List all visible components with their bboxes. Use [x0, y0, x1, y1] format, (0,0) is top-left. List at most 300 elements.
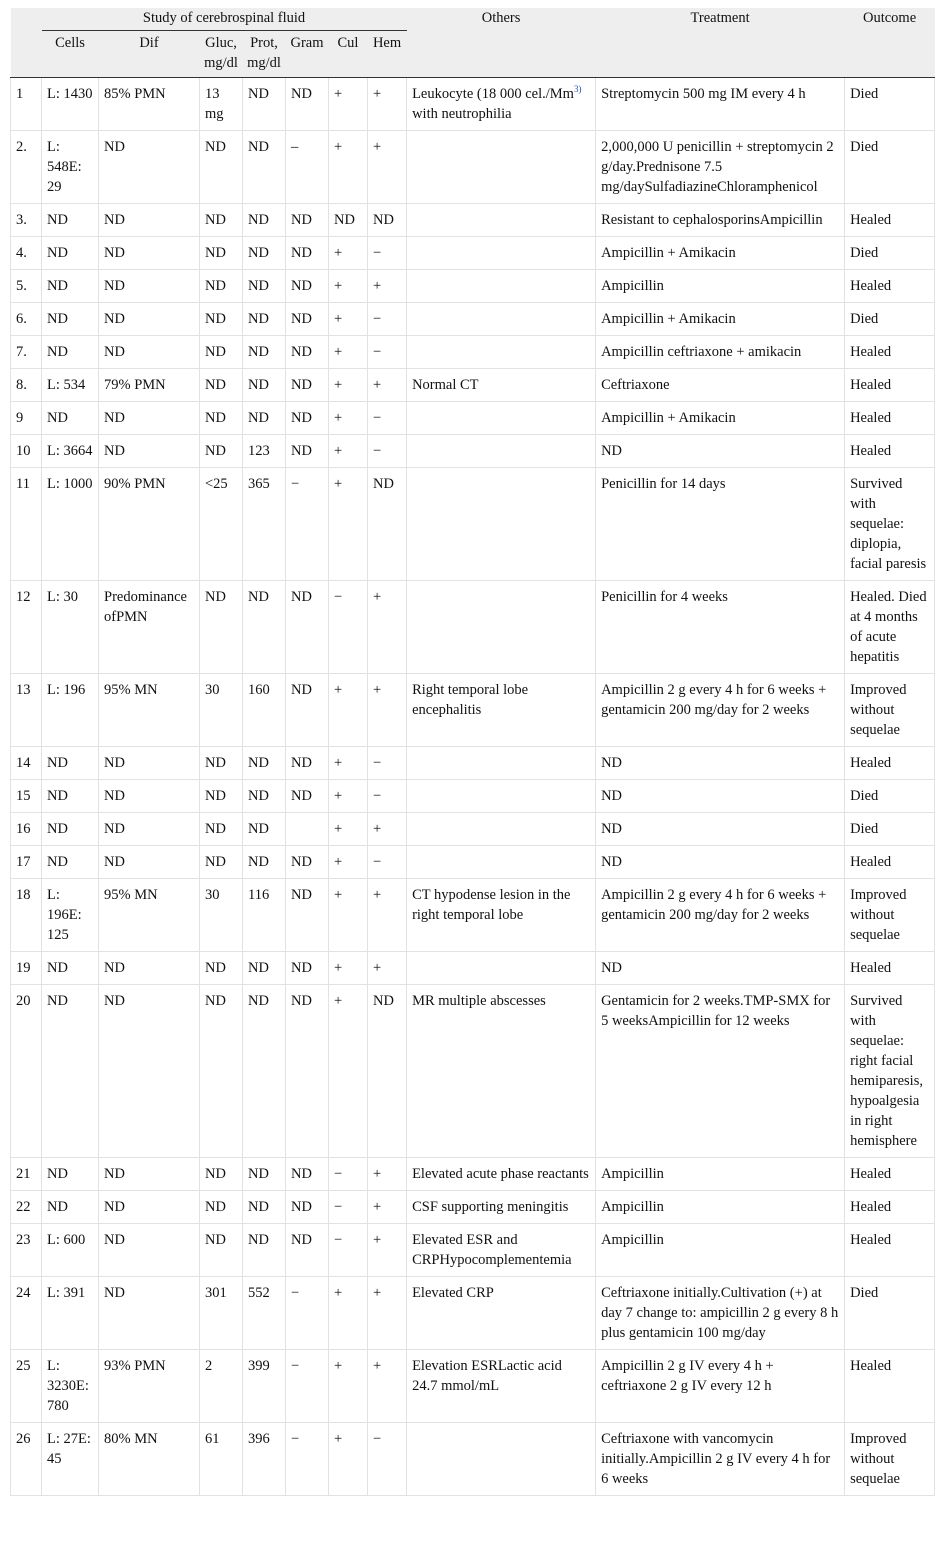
- cell-prot: ND: [243, 846, 286, 879]
- cell-treatment: Ampicillin: [596, 1224, 845, 1277]
- cell-number: 22: [11, 1191, 42, 1224]
- cell-hem: −: [368, 1423, 407, 1496]
- cell-number: 13: [11, 674, 42, 747]
- cell-gram: ND: [286, 581, 329, 674]
- cell-hem: −: [368, 435, 407, 468]
- header-cells: Cells: [42, 31, 99, 78]
- cell-gluc: ND: [200, 581, 243, 674]
- cell-gram: ND: [286, 78, 329, 131]
- cell-others: Elevated acute phase reactants: [407, 1158, 596, 1191]
- cell-number: 12: [11, 581, 42, 674]
- cell-number: 24: [11, 1277, 42, 1350]
- table-row: [11, 78, 935, 131]
- table-row: [11, 237, 935, 270]
- cell-cells: L: 27E: 45: [42, 1423, 99, 1496]
- table-row: [11, 1224, 935, 1277]
- cell-gluc: ND: [200, 1224, 243, 1277]
- cell-cells: ND: [42, 1191, 99, 1224]
- cell-gluc: ND: [200, 435, 243, 468]
- cell-dif: 79% PMN: [99, 369, 200, 402]
- cell-cul: ND: [329, 204, 368, 237]
- cell-number: 23: [11, 1224, 42, 1277]
- cell-cells: L: 1000: [42, 468, 99, 581]
- footnote-ref[interactable]: 3): [573, 84, 582, 95]
- table-row: [11, 1350, 935, 1423]
- cell-hem: −: [368, 747, 407, 780]
- cell-prot: ND: [243, 1158, 286, 1191]
- table-row: [11, 402, 935, 435]
- cell-outcome: Improved without sequelae: [845, 1423, 935, 1496]
- cell-cul: +: [329, 1350, 368, 1423]
- cell-gluc: 13 mg: [200, 78, 243, 131]
- cell-dif: Predominance ofPMN: [99, 581, 200, 674]
- cell-hem: −: [368, 402, 407, 435]
- cell-prot: ND: [243, 1191, 286, 1224]
- cell-outcome: Healed: [845, 402, 935, 435]
- cell-hem: +: [368, 369, 407, 402]
- cell-prot: 160: [243, 674, 286, 747]
- cell-hem: ND: [368, 468, 407, 581]
- cell-cul: +: [329, 336, 368, 369]
- cell-cul: −: [329, 1224, 368, 1277]
- cell-number: 4.: [11, 237, 42, 270]
- cell-cul: +: [329, 78, 368, 131]
- cell-others: [407, 780, 596, 813]
- cell-outcome: Healed: [845, 369, 935, 402]
- table-row: [11, 780, 935, 813]
- cell-outcome: Survived with sequelae: right facial hemiparesis, hypoalgesia in right hemisphere: [845, 985, 935, 1158]
- cell-gram: ND: [286, 435, 329, 468]
- table-row: [11, 1191, 935, 1224]
- cell-prot: ND: [243, 952, 286, 985]
- cell-treatment: Ampicillin: [596, 1191, 845, 1224]
- cell-hem: +: [368, 270, 407, 303]
- cell-number: 10: [11, 435, 42, 468]
- cell-others: [407, 270, 596, 303]
- cell-prot: ND: [243, 813, 286, 846]
- table-row: [11, 846, 935, 879]
- cell-outcome: Healed: [845, 1158, 935, 1191]
- cell-number: 15: [11, 780, 42, 813]
- cell-dif: ND: [99, 952, 200, 985]
- cell-cells: ND: [42, 952, 99, 985]
- header-cul: Cul: [329, 31, 368, 78]
- table-row: [11, 303, 935, 336]
- cell-hem: −: [368, 780, 407, 813]
- cell-cul: −: [329, 581, 368, 674]
- cell-others: CSF supporting meningitis: [407, 1191, 596, 1224]
- cell-others: [407, 468, 596, 581]
- cell-cul: +: [329, 813, 368, 846]
- cell-number: 17: [11, 846, 42, 879]
- cell-gram: [286, 813, 329, 846]
- cell-dif: ND: [99, 303, 200, 336]
- cell-gluc: ND: [200, 1191, 243, 1224]
- cell-number: 6.: [11, 303, 42, 336]
- cell-treatment: Ceftriaxone: [596, 369, 845, 402]
- cell-gluc: 301: [200, 1277, 243, 1350]
- cell-treatment: Penicillin for 4 weeks: [596, 581, 845, 674]
- cell-treatment: Penicillin for 14 days: [596, 468, 845, 581]
- cell-treatment: ND: [596, 780, 845, 813]
- cell-cells: ND: [42, 270, 99, 303]
- cell-gluc: <25: [200, 468, 243, 581]
- cell-gluc: ND: [200, 204, 243, 237]
- cell-cul: +: [329, 1277, 368, 1350]
- cell-gram: −: [286, 1423, 329, 1496]
- cell-number: 1: [11, 78, 42, 131]
- cell-gluc: ND: [200, 402, 243, 435]
- cell-gluc: ND: [200, 952, 243, 985]
- cell-hem: −: [368, 336, 407, 369]
- cell-dif: ND: [99, 985, 200, 1158]
- cell-others: [407, 435, 596, 468]
- header-gram: Gram: [286, 31, 329, 78]
- cell-outcome: Healed: [845, 270, 935, 303]
- cell-gluc: ND: [200, 131, 243, 204]
- cell-cells: ND: [42, 813, 99, 846]
- cell-gram: −: [286, 1350, 329, 1423]
- cell-outcome: Died: [845, 131, 935, 204]
- cell-cul: +: [329, 468, 368, 581]
- header-outcome: Outcome: [845, 8, 935, 78]
- cell-number: 25: [11, 1350, 42, 1423]
- cell-treatment: Ampicillin 2 g IV every 4 h + ceftriaxone 2 g IV every 12 h: [596, 1350, 845, 1423]
- cell-prot: ND: [243, 780, 286, 813]
- cell-outcome: Healed: [845, 846, 935, 879]
- csf-table: [10, 8, 935, 1496]
- cell-cul: +: [329, 131, 368, 204]
- cell-hem: +: [368, 1277, 407, 1350]
- cell-gram: ND: [286, 369, 329, 402]
- cell-number: 5.: [11, 270, 42, 303]
- cell-cul: −: [329, 1158, 368, 1191]
- others-text: Leukocyte (18 000 cel./Mm: [412, 86, 574, 102]
- cell-number: 3.: [11, 204, 42, 237]
- cell-hem: −: [368, 237, 407, 270]
- cell-cells: ND: [42, 402, 99, 435]
- cell-dif: 80% MN: [99, 1423, 200, 1496]
- cell-prot: ND: [243, 78, 286, 131]
- cell-cells: L: 548E: 29: [42, 131, 99, 204]
- cell-prot: 123: [243, 435, 286, 468]
- cell-others: [407, 1423, 596, 1496]
- cell-treatment: 2,000,000 U penicillin + streptomycin 2 g/day.Prednisone 7.5 mg/daySulfadiazineChloramphenicol: [596, 131, 845, 204]
- cell-hem: +: [368, 813, 407, 846]
- cell-dif: ND: [99, 435, 200, 468]
- cell-cul: +: [329, 846, 368, 879]
- table-row: [11, 336, 935, 369]
- cell-dif: 93% PMN: [99, 1350, 200, 1423]
- cell-gluc: 30: [200, 879, 243, 952]
- cell-gram: ND: [286, 237, 329, 270]
- cell-gram: ND: [286, 204, 329, 237]
- header-prot: Prot, mg/dl: [243, 31, 286, 78]
- cell-others: Elevated CRP: [407, 1277, 596, 1350]
- cell-number: 20: [11, 985, 42, 1158]
- cell-outcome: Healed: [845, 1191, 935, 1224]
- cell-gluc: ND: [200, 270, 243, 303]
- cell-dif: ND: [99, 747, 200, 780]
- cell-others: [407, 402, 596, 435]
- header-csf-group: Study of cerebrospinal fluid: [42, 8, 407, 31]
- cell-treatment: Ampicillin 2 g every 4 h for 6 weeks + gentamicin 200 mg/day for 2 weeks: [596, 879, 845, 952]
- cell-prot: ND: [243, 369, 286, 402]
- cell-cul: +: [329, 435, 368, 468]
- cell-dif: ND: [99, 237, 200, 270]
- cell-cells: ND: [42, 985, 99, 1158]
- cell-gram: ND: [286, 1158, 329, 1191]
- cell-others: [407, 336, 596, 369]
- cell-cells: L: 534: [42, 369, 99, 402]
- cell-number: 14: [11, 747, 42, 780]
- cell-prot: ND: [243, 985, 286, 1158]
- cell-gluc: 61: [200, 1423, 243, 1496]
- cell-treatment: Ampicillin + Amikacin: [596, 237, 845, 270]
- cell-cul: +: [329, 780, 368, 813]
- cell-cells: L: 1430: [42, 78, 99, 131]
- cell-outcome: Died: [845, 1277, 935, 1350]
- cell-cells: ND: [42, 1158, 99, 1191]
- cell-prot: ND: [243, 402, 286, 435]
- table-row: [11, 1277, 935, 1350]
- cell-prot: 552: [243, 1277, 286, 1350]
- cell-gram: ND: [286, 674, 329, 747]
- cell-cul: +: [329, 879, 368, 952]
- cell-dif: 85% PMN: [99, 78, 200, 131]
- cell-hem: ND: [368, 985, 407, 1158]
- cell-dif: ND: [99, 1191, 200, 1224]
- cell-cells: ND: [42, 846, 99, 879]
- cell-number: 8.: [11, 369, 42, 402]
- cell-hem: −: [368, 846, 407, 879]
- cell-cul: −: [329, 1191, 368, 1224]
- cell-treatment: ND: [596, 747, 845, 780]
- cell-hem: +: [368, 131, 407, 204]
- cell-treatment: ND: [596, 813, 845, 846]
- cell-others: Elevation ESRLactic acid 24.7 mmol/mL: [407, 1350, 596, 1423]
- header-others: Others: [407, 8, 596, 78]
- header-gluc: Gluc, mg/dl: [200, 31, 243, 78]
- cell-treatment: Resistant to cephalosporinsAmpicillin: [596, 204, 845, 237]
- cell-prot: 396: [243, 1423, 286, 1496]
- cell-others: [407, 237, 596, 270]
- cell-prot: 116: [243, 879, 286, 952]
- cell-hem: +: [368, 952, 407, 985]
- cell-gluc: ND: [200, 846, 243, 879]
- cell-others: [407, 204, 596, 237]
- cell-prot: 399: [243, 1350, 286, 1423]
- cell-dif: ND: [99, 813, 200, 846]
- cell-hem: +: [368, 581, 407, 674]
- cell-number: 21: [11, 1158, 42, 1191]
- table-row: [11, 270, 935, 303]
- cell-prot: 365: [243, 468, 286, 581]
- cell-number: 18: [11, 879, 42, 952]
- cell-outcome: Died: [845, 237, 935, 270]
- cell-gram: –: [286, 131, 329, 204]
- cell-gluc: ND: [200, 985, 243, 1158]
- cell-dif: ND: [99, 846, 200, 879]
- table-row: [11, 468, 935, 581]
- cell-treatment: ND: [596, 846, 845, 879]
- table-row: [11, 435, 935, 468]
- cell-outcome: Healed: [845, 435, 935, 468]
- cell-cul: +: [329, 237, 368, 270]
- header-treatment: Treatment: [596, 8, 845, 78]
- cell-gram: ND: [286, 846, 329, 879]
- cell-treatment: Ampicillin + Amikacin: [596, 402, 845, 435]
- cell-cells: L: 30: [42, 581, 99, 674]
- table-row: [11, 674, 935, 747]
- cell-gram: ND: [286, 402, 329, 435]
- cell-hem: +: [368, 674, 407, 747]
- cell-others: [407, 952, 596, 985]
- table-row: [11, 747, 935, 780]
- cell-number: 2.: [11, 131, 42, 204]
- cell-dif: ND: [99, 204, 200, 237]
- cell-cul: +: [329, 674, 368, 747]
- cell-dif: ND: [99, 1224, 200, 1277]
- cell-hem: −: [368, 303, 407, 336]
- cell-others: CT hypodense lesion in the right temporal lobe: [407, 879, 596, 952]
- cell-gluc: ND: [200, 369, 243, 402]
- cell-cells: ND: [42, 336, 99, 369]
- cell-number: 26: [11, 1423, 42, 1496]
- cell-hem: +: [368, 1224, 407, 1277]
- cell-dif: ND: [99, 131, 200, 204]
- cell-cells: ND: [42, 747, 99, 780]
- cell-cul: +: [329, 985, 368, 1158]
- cell-hem: ND: [368, 204, 407, 237]
- cell-cul: +: [329, 402, 368, 435]
- cell-outcome: Died: [845, 303, 935, 336]
- cell-gram: ND: [286, 952, 329, 985]
- table-row: [11, 813, 935, 846]
- cell-gluc: ND: [200, 747, 243, 780]
- cell-gram: ND: [286, 270, 329, 303]
- table-header: [11, 8, 935, 78]
- table-row: [11, 985, 935, 1158]
- cell-prot: ND: [243, 336, 286, 369]
- cell-dif: 90% PMN: [99, 468, 200, 581]
- cell-cells: L: 196: [42, 674, 99, 747]
- cell-gluc: ND: [200, 336, 243, 369]
- cell-treatment: Ampicillin + Amikacin: [596, 303, 845, 336]
- cell-cells: L: 600: [42, 1224, 99, 1277]
- cell-gluc: 30: [200, 674, 243, 747]
- cell-prot: ND: [243, 237, 286, 270]
- cell-others: Right temporal lobe encephalitis: [407, 674, 596, 747]
- header-hem: Hem: [368, 31, 407, 78]
- cell-cul: +: [329, 952, 368, 985]
- cell-cul: +: [329, 1423, 368, 1496]
- cell-hem: +: [368, 1350, 407, 1423]
- cell-treatment: Gentamicin for 2 weeks.TMP-SMX for 5 weeksAmpicillin for 12 weeks: [596, 985, 845, 1158]
- table-container: [10, 8, 934, 1496]
- table-row: [11, 369, 935, 402]
- cell-others: [407, 747, 596, 780]
- cell-outcome: Died: [845, 78, 935, 131]
- cell-gram: ND: [286, 303, 329, 336]
- cell-gluc: ND: [200, 780, 243, 813]
- cell-cul: +: [329, 303, 368, 336]
- cell-others: [407, 78, 596, 131]
- cell-cells: ND: [42, 303, 99, 336]
- cell-others: [407, 131, 596, 204]
- cell-gram: ND: [286, 747, 329, 780]
- cell-outcome: Improved without sequelae: [845, 879, 935, 952]
- cell-cells: L: 3664: [42, 435, 99, 468]
- cell-hem: +: [368, 1191, 407, 1224]
- cell-gluc: 2: [200, 1350, 243, 1423]
- cell-cul: +: [329, 747, 368, 780]
- cell-hem: +: [368, 879, 407, 952]
- cell-prot: ND: [243, 303, 286, 336]
- cell-others: Elevated ESR and CRPHypocomplementemia: [407, 1224, 596, 1277]
- cell-cul: +: [329, 369, 368, 402]
- cell-gluc: ND: [200, 303, 243, 336]
- cell-outcome: Died: [845, 813, 935, 846]
- cell-outcome: Survived with sequelae: diplopia, facial paresis: [845, 468, 935, 581]
- cell-treatment: Ampicillin 2 g every 4 h for 6 weeks + gentamicin 200 mg/day for 2 weeks: [596, 674, 845, 747]
- cell-cells: ND: [42, 780, 99, 813]
- cell-hem: +: [368, 1158, 407, 1191]
- cell-treatment: Ampicillin ceftriaxone + amikacin: [596, 336, 845, 369]
- cell-gluc: ND: [200, 237, 243, 270]
- cell-number: 9: [11, 402, 42, 435]
- cell-gram: ND: [286, 780, 329, 813]
- cell-hem: +: [368, 78, 407, 131]
- cell-dif: 95% MN: [99, 879, 200, 952]
- cell-treatment: ND: [596, 435, 845, 468]
- cell-dif: ND: [99, 1158, 200, 1191]
- cell-number: 7.: [11, 336, 42, 369]
- cell-dif: ND: [99, 270, 200, 303]
- cell-prot: ND: [243, 204, 286, 237]
- cell-cells: ND: [42, 204, 99, 237]
- others-text-tail: with neutrophilia: [412, 106, 512, 122]
- cell-gluc: ND: [200, 1158, 243, 1191]
- cell-dif: ND: [99, 402, 200, 435]
- cell-dif: ND: [99, 336, 200, 369]
- cell-cells: L: 391: [42, 1277, 99, 1350]
- cell-prot: ND: [243, 1224, 286, 1277]
- cell-gram: ND: [286, 879, 329, 952]
- cell-outcome: Healed. Died at 4 months of acute hepatitis: [845, 581, 935, 674]
- cell-treatment: Streptomycin 500 mg IM every 4 h: [596, 78, 845, 131]
- cell-outcome: Healed: [845, 336, 935, 369]
- cell-outcome: Healed: [845, 952, 935, 985]
- cell-prot: ND: [243, 131, 286, 204]
- cell-cells: L: 3230E: 780: [42, 1350, 99, 1423]
- table-row: [11, 581, 935, 674]
- cell-gram: −: [286, 468, 329, 581]
- cell-number: 16: [11, 813, 42, 846]
- cell-prot: ND: [243, 581, 286, 674]
- cell-cells: ND: [42, 237, 99, 270]
- cell-gram: ND: [286, 985, 329, 1158]
- header-dif: Dif: [99, 31, 200, 78]
- cell-dif: 95% MN: [99, 674, 200, 747]
- cell-dif: ND: [99, 780, 200, 813]
- cell-gluc: ND: [200, 813, 243, 846]
- cell-number: 19: [11, 952, 42, 985]
- cell-treatment: ND: [596, 952, 845, 985]
- cell-others: Normal CT: [407, 369, 596, 402]
- cell-outcome: Died: [845, 780, 935, 813]
- header-number: [11, 8, 42, 78]
